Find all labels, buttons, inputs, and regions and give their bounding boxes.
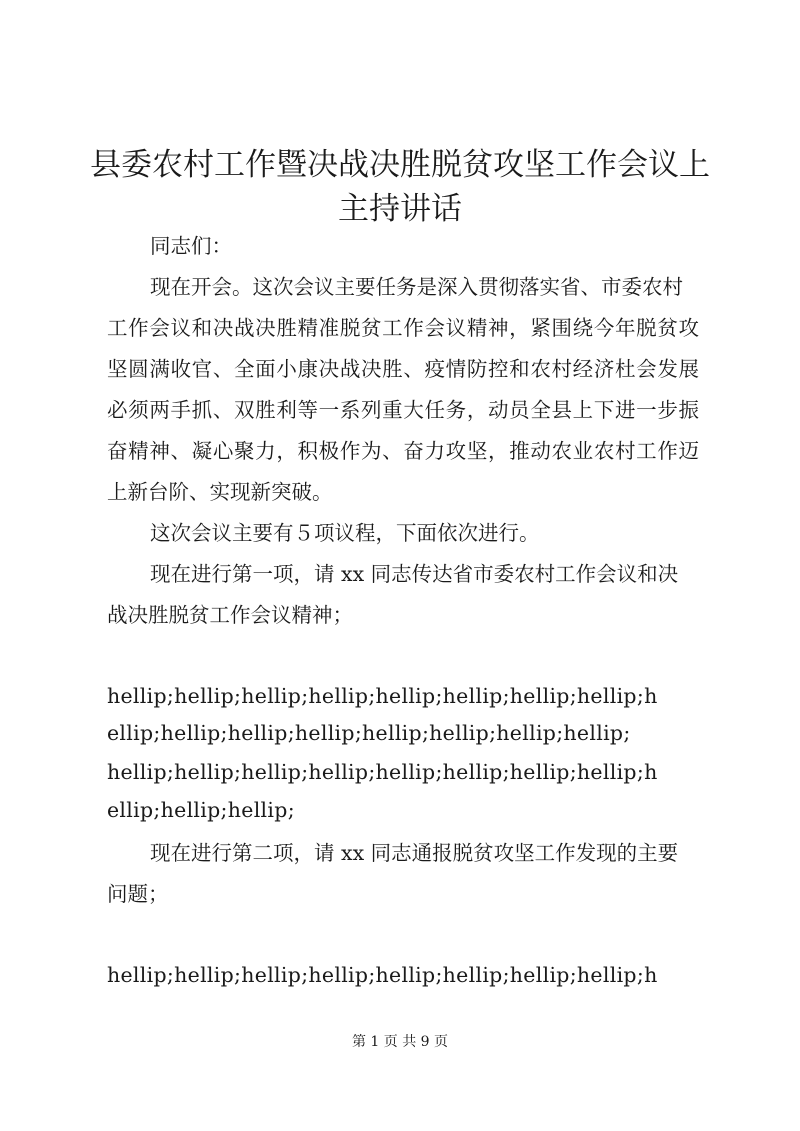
ellipsis-line: hellip;hellip;hellip;hellip;hellip;hellip;hellip;hellip;h bbox=[107, 684, 658, 708]
paragraph-1-line: 坚圆满收官、全面小康决战决胜、疫情防控和农村经济杜会发展 bbox=[107, 357, 699, 381]
page-footer: 第 1 页 共 9 页 bbox=[351, 1034, 449, 1050]
document-title-line-1: 县委农村工作暨决战决胜脱贫攻坚工作会议上 bbox=[90, 147, 710, 183]
paragraph-3-line: 战决胜脱贫工作会议精神； bbox=[107, 603, 353, 627]
ellipsis-line: hellip;hellip;hellip;hellip;hellip;hellip;hellip;hellip;h bbox=[107, 760, 658, 784]
ellipsis-line: hellip;hellip;hellip;hellip;hellip;hellip;hellip;hellip;h bbox=[107, 963, 658, 987]
paragraph-4-line: 问题； bbox=[107, 882, 169, 906]
paragraph-1-line: 奋精神、凝心聚力，积极作为、奋力攻坚，推动农业农村工作迈 bbox=[107, 439, 699, 463]
salutation: 同志们： bbox=[150, 234, 232, 258]
paragraph-1-line: 上新台阶、实现新突破。 bbox=[107, 480, 333, 504]
paragraph-1-line: 工作会议和决战决胜精准脱贫工作会议精神，紧围绕今年脱贫攻 bbox=[107, 316, 699, 340]
paragraph-3-line: 现在进行第一项，请 xx 同志传达省市委农村工作会议和决 bbox=[150, 562, 679, 586]
document-title-line-2: 主持讲话 bbox=[338, 191, 462, 227]
paragraph-4-line: 现在进行第二项，请 xx 同志通报脱贫攻坚工作发现的主要 bbox=[150, 841, 679, 865]
paragraph-2-line: 这次会议主要有５项议程，下面依次进行。 bbox=[150, 521, 540, 545]
ellipsis-line: ellip;hellip;hellip; bbox=[107, 798, 295, 822]
paragraph-1-line: 必须两手抓、双胜利等一系列重大任务，动员全县上下进一步振 bbox=[107, 398, 699, 422]
ellipsis-line: ellip;hellip;hellip;hellip;hellip;hellip;hellip;hellip; bbox=[107, 721, 631, 745]
paragraph-1-line: 现在开会。这次会议主要任务是深入贯彻落实省、市委农村 bbox=[150, 275, 683, 299]
